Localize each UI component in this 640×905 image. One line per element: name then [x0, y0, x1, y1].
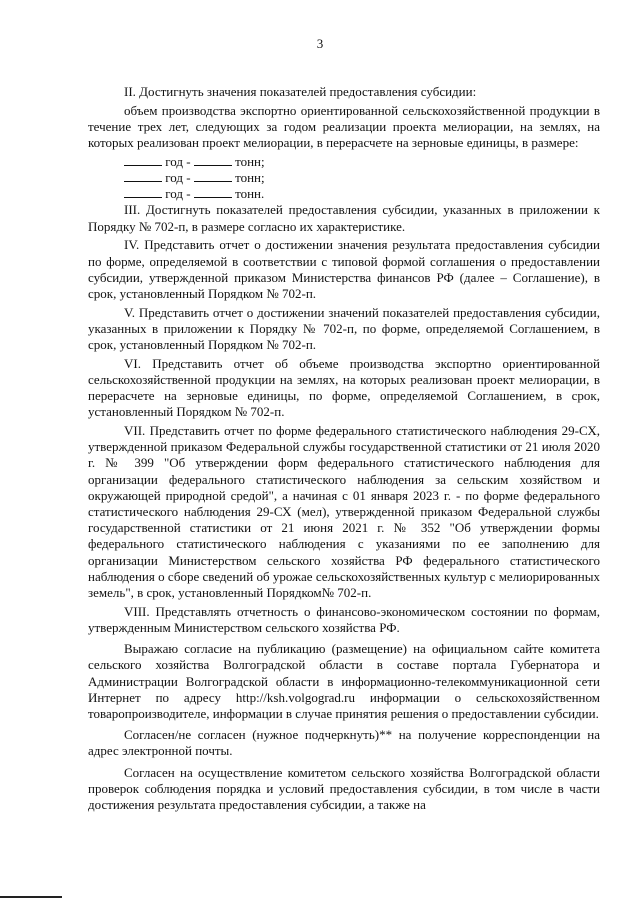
blank-value: [194, 186, 232, 198]
paragraph-iii: III. Достигнуть показателей предоставления субсидии, указанных в приложении к Порядку № 702-п, в размере согласно их характеристике.: [88, 202, 600, 234]
paragraph-publication-consent: Выражаю согласие на публикацию (размещение) на официальном сайте комитета сельского хозяйства Волгоградской области в составе портала Губернатора и Администрации Волгоградской области в информационно-телекоммуникационной сети Интернет по адресу http://ksh.volgograd.ru информации о сельскохозяйственном товаропроизводителе, информации в случае принятия решения о предоставлении субсидии.: [88, 641, 600, 722]
blank-value: [194, 154, 232, 166]
paragraph-viii: VIII. Представлять отчетность о финансово-экономическом состоянии по формам, утвержденным Министерством сельского хозяйства РФ.: [88, 603, 600, 635]
fill-line: [124, 170, 600, 186]
document-body: [88, 84, 600, 816]
fill-unit: тонн;: [235, 170, 265, 186]
paragraph-inspection-consent: Согласен на осуществление комитетом сельского хозяйства Волгоградской области проверок соблюдения порядка и условий предоставления субсидии, в том числе в части достижения результата предоставления субсидии, а также на: [88, 764, 600, 813]
fill-line: [124, 186, 600, 202]
fill-unit: тонн.: [235, 186, 265, 202]
blank-year: [124, 186, 162, 198]
fill-line: [124, 154, 600, 170]
paragraph-vii: VII. Представить отчет по форме федерального статистического наблюдения 29-СХ, утвержденной приказом Федеральной службы государственной статистики от 21 июля 2020 г. № 399 "Об утверждении форм федерального статистического наблюдения для организации федерального статистического наблюдения за сельским хозяйством и окружающей природной средой", а начиная с 01 января 2023 г. - по форме федерального статистического наблюдения 29-СХ (мел), утвержденной приказом Федеральной службы государственной статистики от 21 июня 2021 г. № 352 "Об утверждении формы федерального статистического наблюдения с указаниями по ее заполнению для организации Министерством сельского хозяйства РФ федерального статистического наблюдения о сборе сведений об урожае сельскохозяйственных культур с мелиорированных земель", в срок, установленный Порядком№ 702-п.: [88, 423, 600, 601]
paragraph-ii: II. Достигнуть значения показателей предоставления субсидии:: [124, 84, 477, 99]
paragraph-iv: IV. Представить отчет о достижении значения результата предоставления субсидии по форме, определяемой в соответствии с типовой формой соглашения о предоставлении субсидии, утвержденной приказом Министерства финансов РФ (далее – Соглашение), в срок, установленный Порядком № 702-п.: [88, 237, 600, 301]
fill-year-label: год -: [165, 153, 191, 169]
fill-unit: тонн;: [235, 153, 265, 169]
paragraph-email-consent: Согласен/не согласен (нужное подчеркнуть)** на получение корреспонденции на адрес электронной почты.: [88, 727, 600, 759]
paragraph-v: V. Представить отчет о достижении значений показателей предоставления субсидии, указанных в приложении к Порядку № 702-п, по форме, определяемой Соглашением, в срок, установленный Порядком № 702-п.: [88, 304, 600, 353]
paragraph-vi: VI. Представить отчет об объеме производства экспортно ориентированной сельскохозяйственной продукции на землях, на которых реализован проект мелиорации, в перерасчете на зерновые единицы, по форме, определяемой Соглашением, в срок, установленный Порядком № 702-п.: [88, 355, 600, 420]
blank-year: [124, 154, 162, 166]
page-number: 3: [316, 36, 324, 51]
fill-year-label: год -: [165, 170, 191, 186]
fill-year-label: год -: [165, 186, 191, 202]
blank-year: [124, 170, 162, 182]
paragraph-volume: объем производства экспортно ориентированной сельскохозяйственной продукции в течение трех лет, следующих за годом реализации проекта мелиорации, на землях, на которых реализован проект мелиорации, в перерасчете на зерновые единицы, в размере:: [88, 102, 600, 151]
page-edge-mark: [0, 896, 62, 898]
blank-value: [194, 170, 232, 182]
